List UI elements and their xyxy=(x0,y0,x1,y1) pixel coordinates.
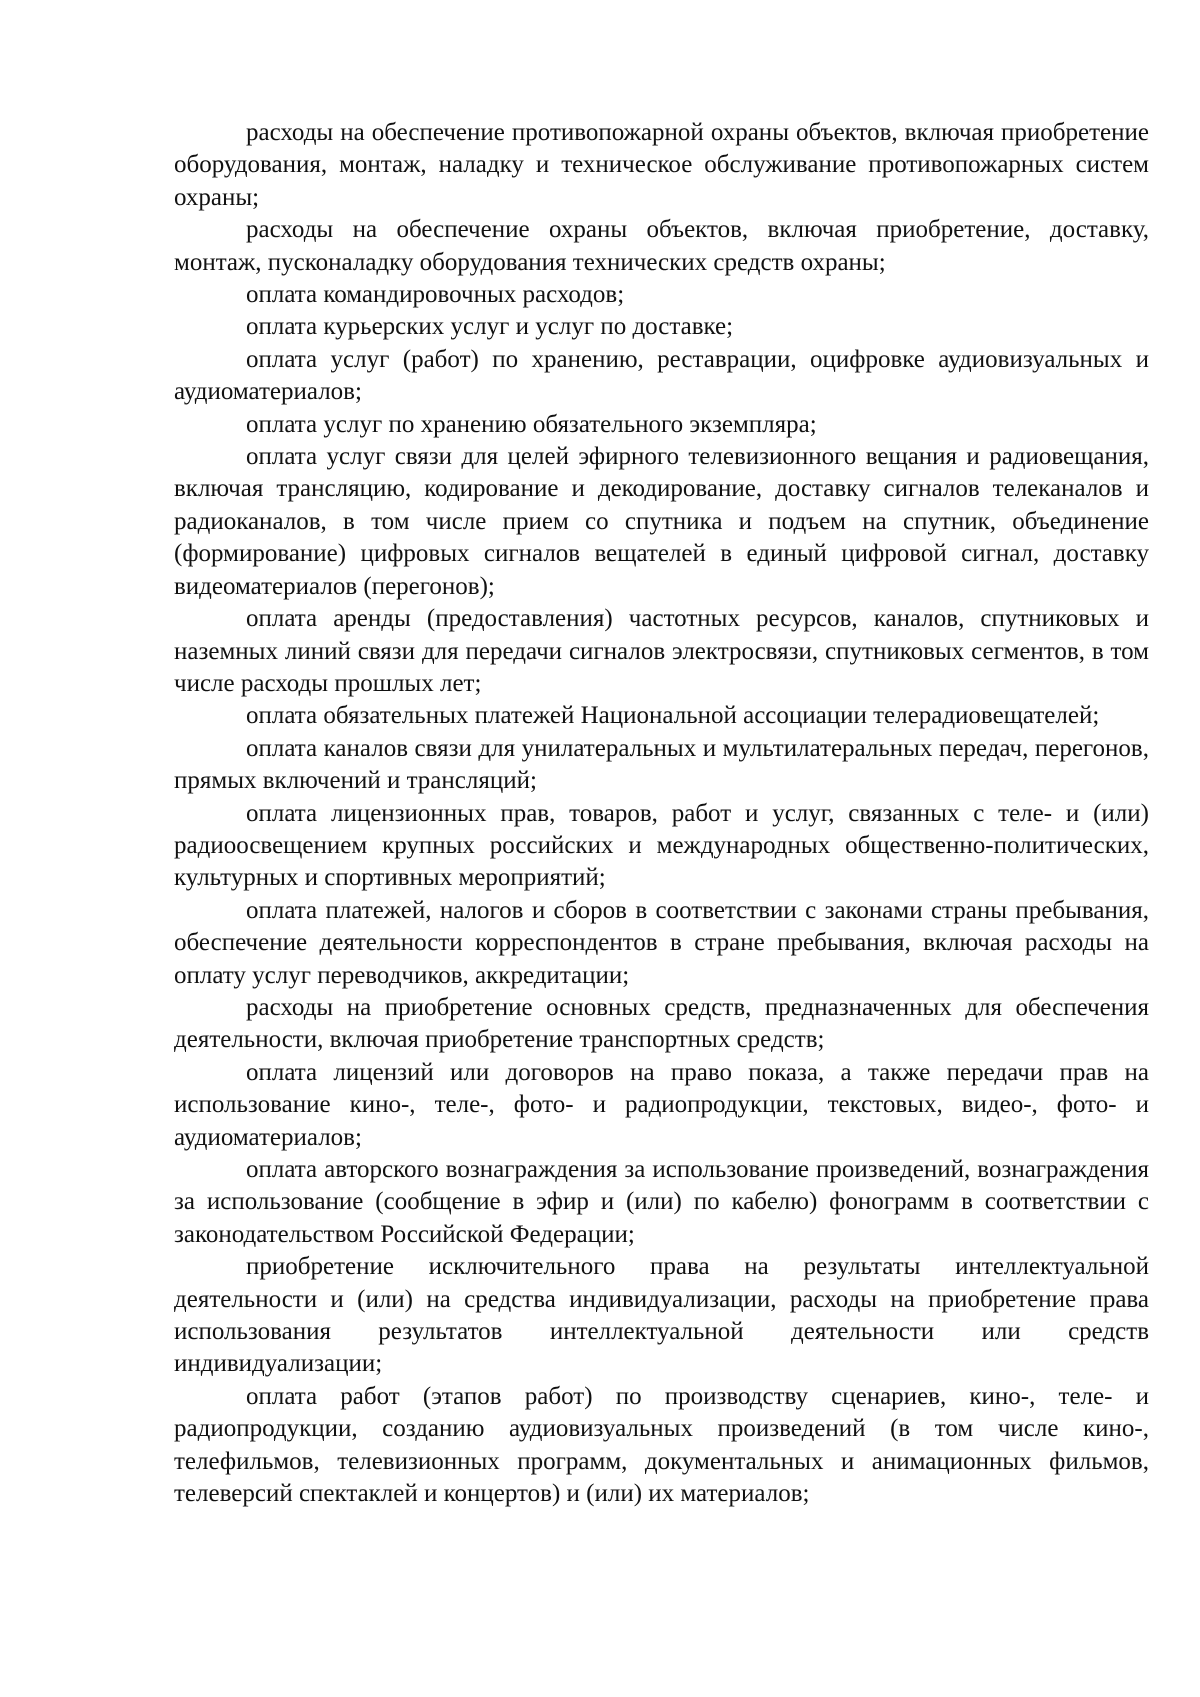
paragraph-3: оплата командировочных расходов; xyxy=(246,281,625,309)
paragraph-6: оплата услуг по хранению обязательного экземпляра; xyxy=(246,410,817,438)
paragraph-13: расходы на приобретение основных средств, предназначенных для обеспечения деятельности, включая приобретение транспортных средств; xyxy=(174,993,1149,1054)
paragraph-2: расходы на обеспечение охраны объектов, включая приобретение, доставку, монтаж, пусконаладку оборудования технических средств охраны; xyxy=(174,216,1149,276)
paragraph-4: оплата курьерских услуг и услуг по доставке; xyxy=(246,313,734,341)
paragraph-9: оплата обязательных платежей Национальной ассоциации телерадиовещателей; xyxy=(246,702,1100,730)
paragraph-14: оплата лицензий или договоров на право показа, а также передачи прав на использование кино-, теле-, фото- и радиопродукции, текстовых, видео-, фото- и аудиоматериалов; xyxy=(174,1058,1149,1151)
paragraph-11: оплата лицензионных прав, товаров, работ и услуг, связанных с теле- и (или) радиоосвещением крупных российских и международных общественно-политических, культурных и спортивных мероприятий; xyxy=(174,799,1149,892)
paragraph-12: оплата платежей, налогов и сборов в соответствии с законами страны пребывания, обеспечение деятельности корреспондентов в стране пребывания, включая расходы на оплату услуг переводчиков, аккредитации; xyxy=(174,896,1149,989)
paragraph-8: оплата аренды (предоставления) частотных ресурсов, каналов, спутниковых и наземных линий связи для передачи сигналов электросвязи, спутниковых сегментов, в том числе расходы прошлых лет; xyxy=(174,605,1149,697)
paragraph-7: оплата услуг связи для целей эфирного телевизионного вещания и радиовещания, включая трансляцию, кодирование и декодирование, доставку сигналов телеканалов и радиоканалов, в том числе прием со спутника и подъем на спутник, объединение (формирование) цифровых сигналов вещателей в единый цифровой сигнал, доставку видеоматериалов (перегонов); xyxy=(174,443,1149,600)
paragraph-1: расходы на обеспечение противопожарной охраны объектов, включая приобретение оборудования, монтаж, наладку и техническое обслуживание противопожарных систем охраны; xyxy=(174,119,1149,211)
paragraph-15: оплата авторского вознаграждения за использование произведений, вознаграждения за использование (сообщение в эфир и (или) по кабелю) фонограмм в соответствии с законодательством Российской Федерации; xyxy=(174,1156,1149,1248)
document-page xyxy=(174,117,1149,1510)
paragraph-10: оплата каналов связи для унилатеральных и мультилатеральных передач, перегонов, прямых включений и трансляций; xyxy=(174,734,1149,795)
paragraph-5: оплата услуг (работ) по хранению, реставрации, оцифровке аудиовизуальных и аудиоматериалов; xyxy=(174,345,1149,406)
paragraph-16: приобретение исключительного права на результаты интеллектуальной деятельности и (или) на средства индивидуализации, расходы на приобретение права использования результатов интеллектуальной деятельности или средств индивидуализации; xyxy=(174,1253,1149,1378)
paragraph-17: оплата работ (этапов работ) по производству сценариев, кино-, теле- и радиопродукции, созданию аудиовизуальных произведений (в том числе кино-, телефильмов, телевизионных программ, документальных и анимационных фильмов, телеверсий спектаклей и концертов) и (или) их материалов; xyxy=(174,1382,1149,1508)
